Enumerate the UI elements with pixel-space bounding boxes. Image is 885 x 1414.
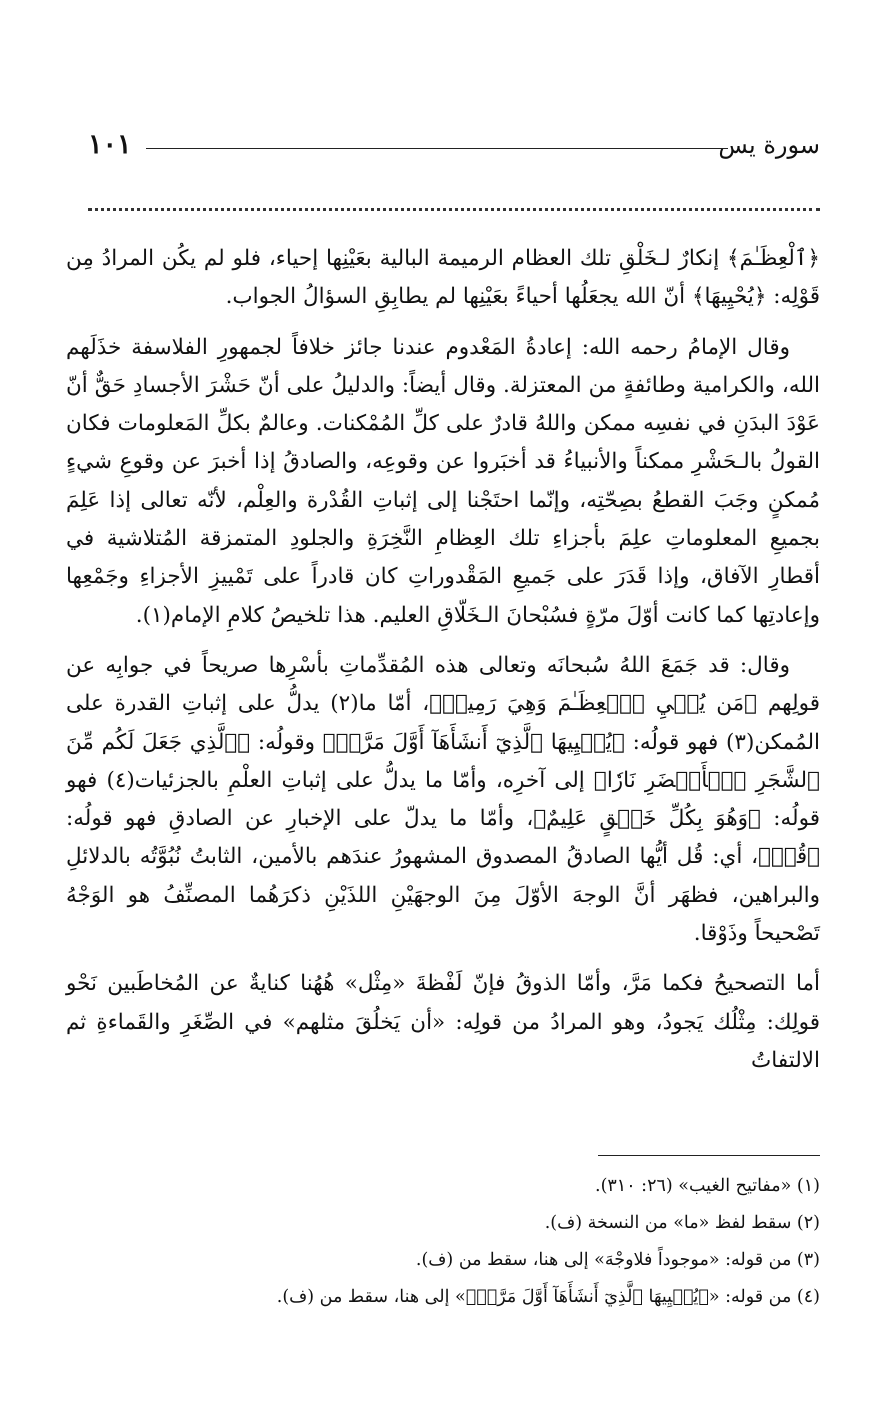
- footnote-1: (١) «مفاتيح الغيب» (٢٦: ٣١٠).: [595, 1176, 820, 1196]
- footnote-4: (٤) من قوله: «﴿يُحۡيِيهَا ٱلَّذِيٓ أَنشَأَهَآ أَوَّلَ مَرَّةٖ﴾» إلى هنا، سقط من (ف).: [276, 1287, 820, 1307]
- footnote-2: (٢) سقط لفظ «ما» من النسخة (ف).: [544, 1213, 820, 1233]
- footnote-3: (٣) من قوله: «موجوداً فلاوجْهَ» إلى هنا، سقط من (ف).: [415, 1250, 820, 1270]
- paragraph-1: ﴿ٱلْعِظَـٰمَ﴾ إنكارٌ لـخَلْقِ تلك العظام الرميمة البالية بعَيْنِها إحياء، فلو لم يكُن المرادُ مِن قَوْلِه: ﴿يُحْيِيهَا﴾ أنّ الله يجعَلُها أحياءً بعَيْنِها لم يطابِقِ السؤالُ الجواب.: [66, 246, 820, 310]
- footnotes: [200, 1168, 820, 1316]
- paragraph-3: وقال: قد جَمَعَ اللهُ سُبحانَه وتعالى هذه المُقدِّماتِ بأسْرِها صريحاً في جوابِه عن قولِهم ﴿مَن يُحۡيِ ٱلۡعِظَـٰمَ وَهِيَ رَمِيمٞ﴾، أمّا ما(٢) يدلُّ على إثباتِ القدرة على المُمكن(٣) فهو قولُه: ﴿يُحۡيِيهَا ٱلَّذِيٓ أَنشَأَهَآ أَوَّلَ مَرَّةٖ﴾ وقولُه: ﴿ٱلَّذِي جَعَلَ لَكُم مِّنَ ٱلشَّجَرِ ٱلۡأَخۡضَرِ نَارٗا﴾ إلى آخرِه، وأمّا ما يدلُّ على إثباتِ العلْمِ بالجزئيات(٤) فهو قولُه: ﴿وَهُوَ بِكُلِّ خَلۡقٍ عَلِيمٌ﴾، وأمّا ما يدلّ على الإخبارِ عن الصادقِ فهو قولُه: ﴿قُلۡ﴾، أي: قُل أيُّها الصادقُ المصدوق المشهورُ عندَهم بالأمين، الثابتُ نُبُوَّتُه بالدلائلِ والبراهين، فظهَر أنَّ الوجهَ الأوّلَ مِنَ الوجهَيْنِ اللذَيْنِ ذكرَهُما المصنِّفُ هو الوَجْهُ تَصْحيحاً وذَوْقا.: [66, 652, 820, 947]
- page-number: ١٠١: [88, 129, 132, 160]
- body-text: [66, 240, 820, 1092]
- paragraph-2: وقال الإمامُ رحمه الله: إعادةُ المَعْدوم عندنا جائز خلافاً لجمهورِ الفلاسفة خذَلَهم الله، والكرامية وطائفةٍ من المعتزلة. وقال أيضاً: والدليلُ على أنّ حَشْرَ الأجسادِ حَقٌّ أنّ عَوْدَ البدَنِ في نفسِه ممكن واللهُ قادرٌ على كلِّ المُمْكنات. وعالمٌ بكلِّ المَعلومات فكان القولُ بالـحَشْرِ ممكناً والأنبياءُ قد أخبَروا عن وقوعِه، والصادقُ إذا أخبرَ عن وقوعِ شيءٍ مُمكنٍ وجَبَ القطعُ بصِحّتِه، وإنّما احتَجْنا إلى إثباتِ القُدْرة والعِلْم، لأنّه تعالى إذا عَلِمَ بجميعِ المعلوماتِ علِمَ بأجزاءِ تلك العِظامِ النَّخِرَةِ والجلودِ المتمزقة المُتلاشية في أقطارِ الآفاق، وإذا قَدَرَ على جَميعِ المَقْدوراتِ كان قادراً على تَمْييزِ الأجزاءِ وجَمْعِها وإعادتِها كما كانت أوّلَ مرّةٍ فسُبْحانَ الـخَلّاقِ العليم. هذا تلخيصُ كلامِ الإمام(١).: [66, 334, 820, 628]
- footnote-rule: [598, 1155, 820, 1156]
- page-header: [88, 128, 820, 172]
- paragraph-4: أما التصحيحُ فكما مَرَّ، وأمّا الذوقُ فإنّ لَفْظةَ «مِثْل» هُهُنا كنايةٌ عن المُخاطَبين نَحْو قولِك: مِثْلُك يَجودُ، وهو المرادُ من قولِه: «أن يَخلُقَ مثلهم» في الصِّغَرِ والقَماءةِ ثم الالتفاتُ: [66, 971, 820, 1073]
- surah-title: سورة يس: [718, 131, 820, 159]
- header-rule: [146, 148, 728, 149]
- dotted-separator: [88, 208, 820, 211]
